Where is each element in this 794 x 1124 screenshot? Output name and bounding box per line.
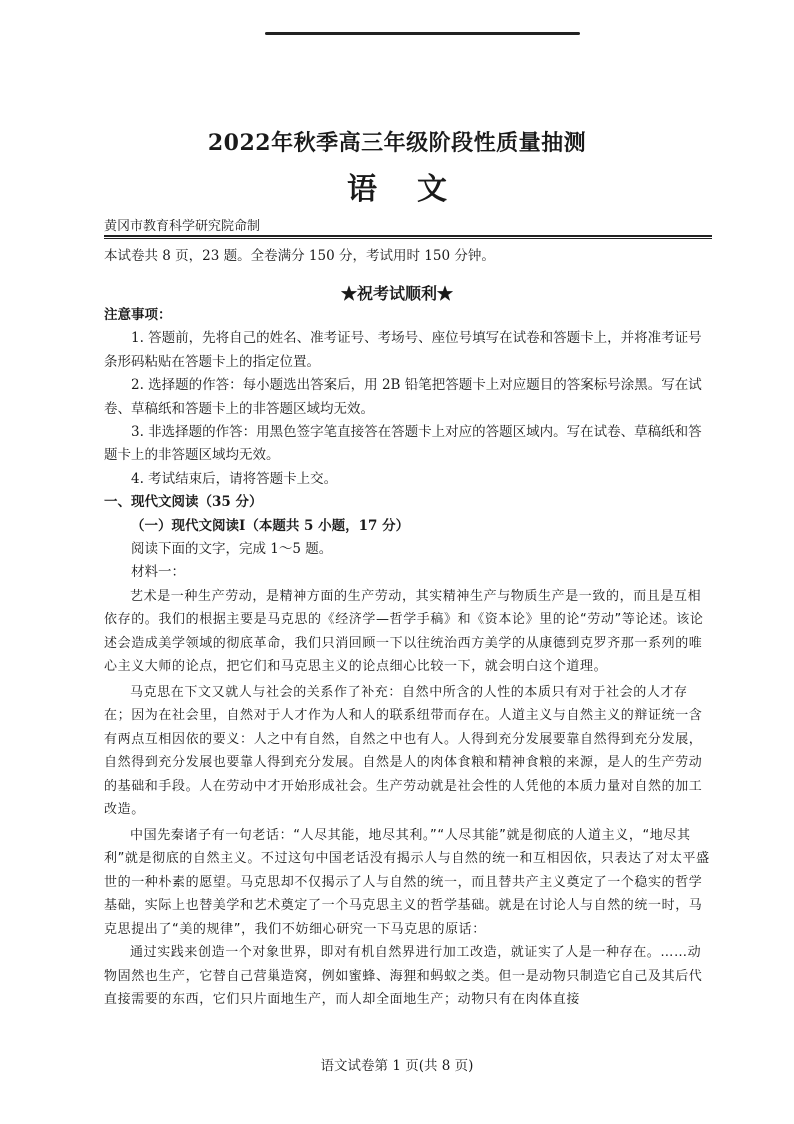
article-quote: 通过实践来创造一个对象世界，即对有机自然界进行加工改造，就证实了人是一种存在。……动物固然也生产，它替自己营巢造窝，例如蜜蜂、海狸和蚂蚁之类。但一是动物只制造它自己及其后代直接需要的东西，它们只片面地生产，而人却全面地生产；动物只有在肉体直接	[104, 945, 703, 1008]
page-footer: 语文试卷第 1 页(共 8 页)	[320, 1058, 474, 1074]
article-body	[104, 585, 714, 1012]
header-rule-thick	[104, 235, 712, 237]
scan-top-edge	[265, 32, 580, 35]
exam-intro: 本试卷共 8 页，23 题。全卷满分 150 分，考试用时 150 分钟。	[104, 248, 495, 264]
material-label: 材料一：	[131, 564, 185, 581]
note-item-4: 4. 考试结束后，请将答题卡上交。	[131, 470, 338, 487]
subsection-heading: （一）现代文阅读Ⅰ（本题共 5 小题，17 分）	[131, 517, 410, 534]
note-item-1: 1. 答题前，先将自己的姓名、准考证号、考场号、座位号填写在试卷和答题卡上，并将准考证号条形码粘贴在答题卡上的指定位置。	[104, 330, 702, 370]
exam-title: 2022年秋季高三年级阶段性质量抽测	[207, 130, 587, 156]
header-rule-thin	[104, 238, 712, 239]
article-paragraph-1: 艺术是一种生产劳动，是精神方面的生产劳动，其实精神生产与物质生产是一致的，而且是互相依存的。我们的根据主要是马克思的《经济学—哲学手稿》和《资本论》里的论“劳动”等论述。该论述会造成美学领域的彻底革命，我们只消回顾一下以往统治西方美学的从康德到克罗齐那一系列的唯心主义大师的论点，把它们和马克思主义的论点细心比较一下，就会明白这个道理。	[104, 588, 704, 675]
article-paragraph-2: 马克思在下文又就人与社会的关系作了补充：自然中所含的人性的本质只有对于社会的人才存在；因为在社会里，自然对于人才作为人和人的联系纽带而存在。人道主义与自然主义的辩证统一含有两点互相因依的要义：人之中有自然，自然之中也有人。人得到充分发展要靠自然得到充分发展，自然得到充分发展也要靠人得到充分发展。自然是人的肉体食粮和精神食粮的来源，是人的生产劳动的基础和手段。人在劳动中才开始形成社会。生产劳动就是社会性的人凭他的本质力量对自然的加工改造。	[104, 684, 703, 818]
note-item-3: 3. 非选择题的作答：用黑色签字笔直接答在答题卡上对应的答题区域内。写在试卷、草稿纸和答题卡上的非答题区域均无效。	[104, 424, 702, 464]
notes-heading: 注意事项：	[104, 307, 172, 323]
exam-content	[104, 304, 714, 1012]
good-luck-banner: ★祝考试顺利★	[340, 284, 453, 303]
section-heading: 一、现代文阅读（35 分）	[104, 494, 263, 511]
reading-instruction: 阅读下面的文字，完成 1～5 题。	[131, 541, 333, 558]
issuer-line: 黄冈市教育科学研究院命制	[104, 219, 261, 234]
article-paragraph-3: 中国先秦诸子有一句老话：“人尽其能，地尽其利。”“人尽其能”就是彻底的人道主义，“地尽其利”就是彻底的自然主义。不过这句中国老话没有揭示人与自然的统一和互相因依，只表达了对太平盛世的一种朴素的愿望。马克思却不仅揭示了人与自然的统一，而且替共产主义奠定了一个稳实的哲学基础，实际上也替美学和艺术奠定了一个马克思主义的哲学基础。就是在讨论人与自然的统一时，马克思提出了“美的规律”，我们不妨细心研究一下马克思的原话：	[104, 827, 710, 937]
note-item-2: 2. 选择题的作答：每小题选出答案后，用 2B 铅笔把答题卡上对应题目的答案标号涂黑。写在试卷、草稿纸和答题卡上的非答题区域均无效。	[104, 377, 702, 417]
subject-title: 语文	[347, 172, 487, 207]
